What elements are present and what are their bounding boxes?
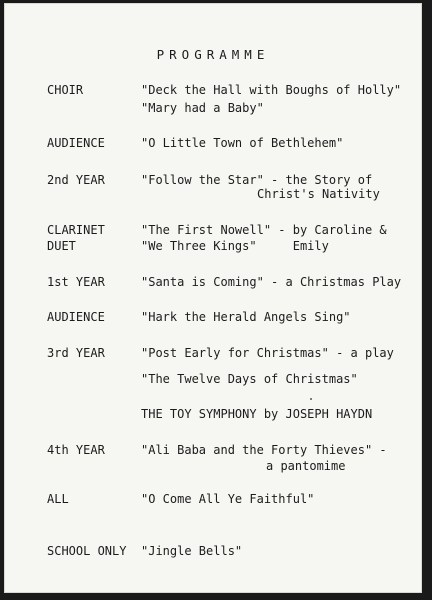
performer-label: 2nd YEAR	[47, 173, 105, 187]
item-line-1: "Post Early for Christmas" - a play	[141, 346, 394, 360]
item-line-1: "Jingle Bells"	[141, 544, 243, 558]
performer-label: SCHOOL ONLY	[47, 544, 127, 558]
paper-speck	[310, 398, 312, 400]
item-line-2: "Mary had a Baby"	[141, 101, 264, 115]
item-line-1: "O Come All Ye Faithful"	[141, 492, 315, 506]
item-line-2: Christ's Nativity	[257, 187, 380, 201]
item-line-1: "O Little Town of Bethlehem"	[141, 136, 344, 150]
performer-label: CHOIR	[47, 83, 84, 97]
performer-label: CLARINET	[47, 223, 105, 237]
item-line-1: "Santa is Coming" - a Christmas Play	[141, 275, 402, 289]
performer-label-line-2: DUET	[47, 239, 76, 253]
item-line-1: THE TOY SYMPHONY by JOSEPH HAYDN	[141, 407, 373, 421]
performer-label: 3rd YEAR	[47, 346, 105, 360]
performer-label: AUDIENCE	[47, 310, 105, 324]
page-title: PROGRAMME	[156, 47, 270, 62]
programme-page	[4, 3, 422, 593]
item-line-2: "We Three Kings" Emily	[141, 239, 329, 253]
performer-label: ALL	[47, 492, 69, 506]
item-line-1: "Hark the Herald Angels Sing"	[141, 310, 351, 324]
item-line-2: "The Twelve Days of Christmas"	[141, 372, 358, 386]
performer-label: 1st YEAR	[47, 275, 105, 289]
performer-label: AUDIENCE	[47, 136, 105, 150]
item-line-1: "Follow the Star" - the Story of	[141, 173, 373, 187]
item-line-1: "The First Nowell" - by Caroline &	[141, 223, 387, 237]
item-line-1: "Deck the Hall with Boughs of Holly"	[141, 83, 402, 97]
performer-label: 4th YEAR	[47, 443, 105, 457]
item-line-1: "Ali Baba and the Forty Thieves" -	[141, 443, 387, 457]
item-line-2: a pantomime	[266, 459, 346, 473]
